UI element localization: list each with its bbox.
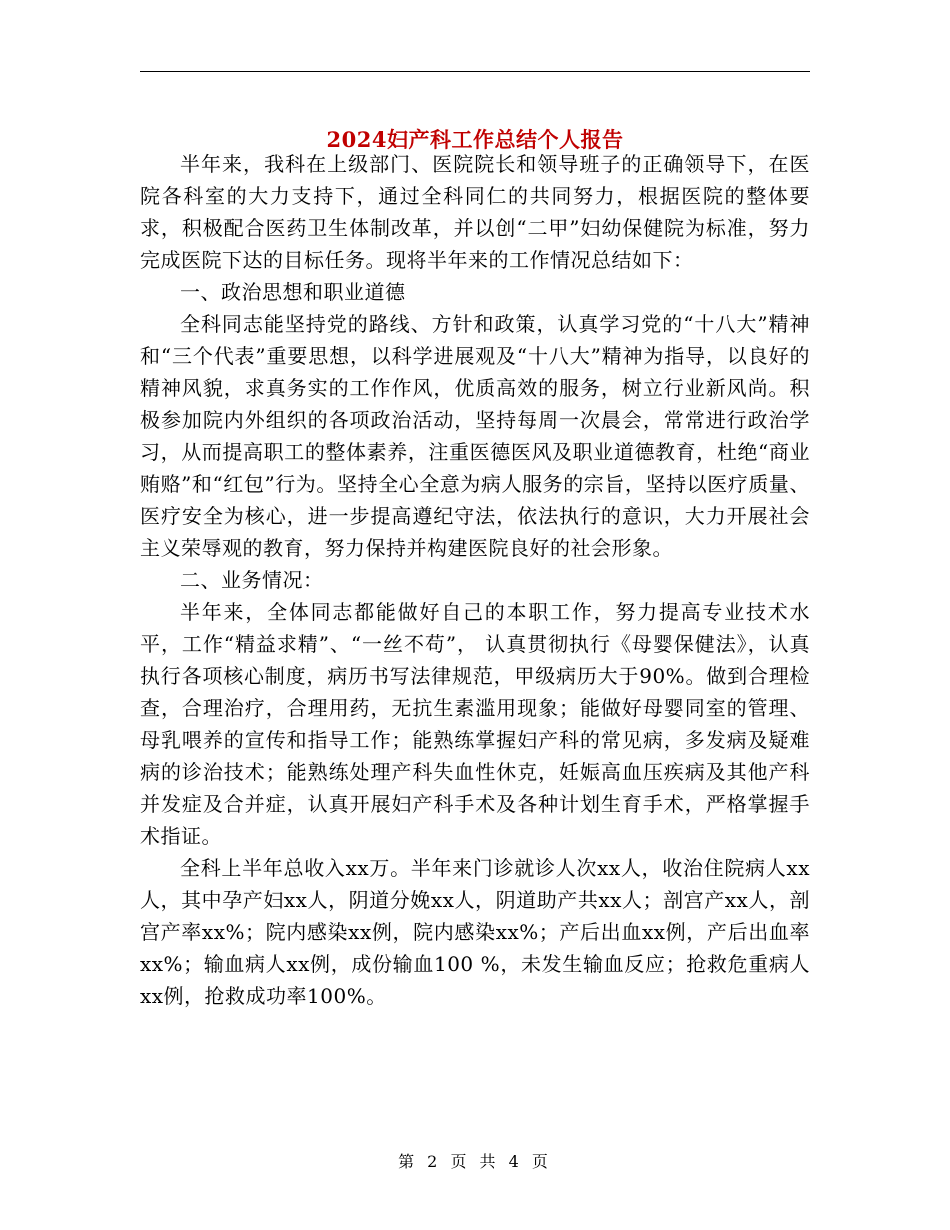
page-footer: 第 2 页 共 4 页 xyxy=(398,1152,552,1171)
statistics-paragraph: 全科上半年总收入xx万。半年来门诊就诊人次xx人，收治住院病人xx人，其中孕产妇xx人，阴道分娩xx人，阴道助产共xx人；剖宫产xx人，剖宫产率xx%；院内感染xx例，院内感染xx%；产后出血xx例，产后出血率xx%；输血病人xx例，成份输血100 %，未发生输血反应；抢救危重病人xx例，抢救成功率100%。 xyxy=(140,856,810,1008)
header-rule xyxy=(140,71,810,72)
politics-paragraph: 全科同志能坚持党的路线、方针和政策，认真学习党的“十八大”精神和“三个代表”重要思想，以科学进展观及“十八大”精神为指导，以良好的精神风貌，求真务实的工作作风，优质高效的服务，树立行业新风尚。积极参加院内外组织的各项政治活动，坚持每周一次晨会，常常进行政治学习，从而提高职工的整体素养，注重医德医风及职业道德教育，杜绝“商业贿赂”和“红包”行为。坚持全心全意为病人服务的宗旨，坚持以医疗质量、医疗安全为核心，进一步提高遵纪守法，依法执行的意识，大力开展社会主义荣辱观的教育，努力保持并构建医院良好的社会形象。 xyxy=(140,312,810,560)
intro-paragraph: 半年来，我科在上级部门、医院院长和领导班子的正确领导下，在医院各科室的大力支持下，通过全科同仁的共同努力，根据医院的整体要求，积极配合医药卫生体制改革，并以创“二甲”妇幼保健院为标准，努力完成医院下达的目标任务。现将半年来的工作情况总结如下： xyxy=(140,152,810,272)
section-heading-politics: 一、政治思想和职业道德 xyxy=(180,280,406,304)
document-body xyxy=(140,148,810,1012)
document-title: 2024妇产科工作总结个人报告 xyxy=(326,127,624,153)
business-paragraph: 半年来，全体同志都能做好自己的本职工作，努力提高专业技术水平，工作“精益求精”、“一丝不苟”， 认真贯彻执行《母婴保健法》，认真执行各项核心制度，病历书写法律规范，甲级病历大于90%。做到合理检查，合理治疗，合理用药，无抗生素滥用现象；能做好母婴同室的管理、母乳喂养的宣传和指导工作；能熟练掌握妇产科的常见病，多发病及疑难病的诊治技术；能熟练处理产科失血性休克，妊娠高血压疾病及其他产科并发症及合并症，认真开展妇产科手术及各种计划生育手术，严格掌握手术指证。 xyxy=(140,600,810,848)
section-heading-business: 二、业务情况： xyxy=(180,568,324,592)
